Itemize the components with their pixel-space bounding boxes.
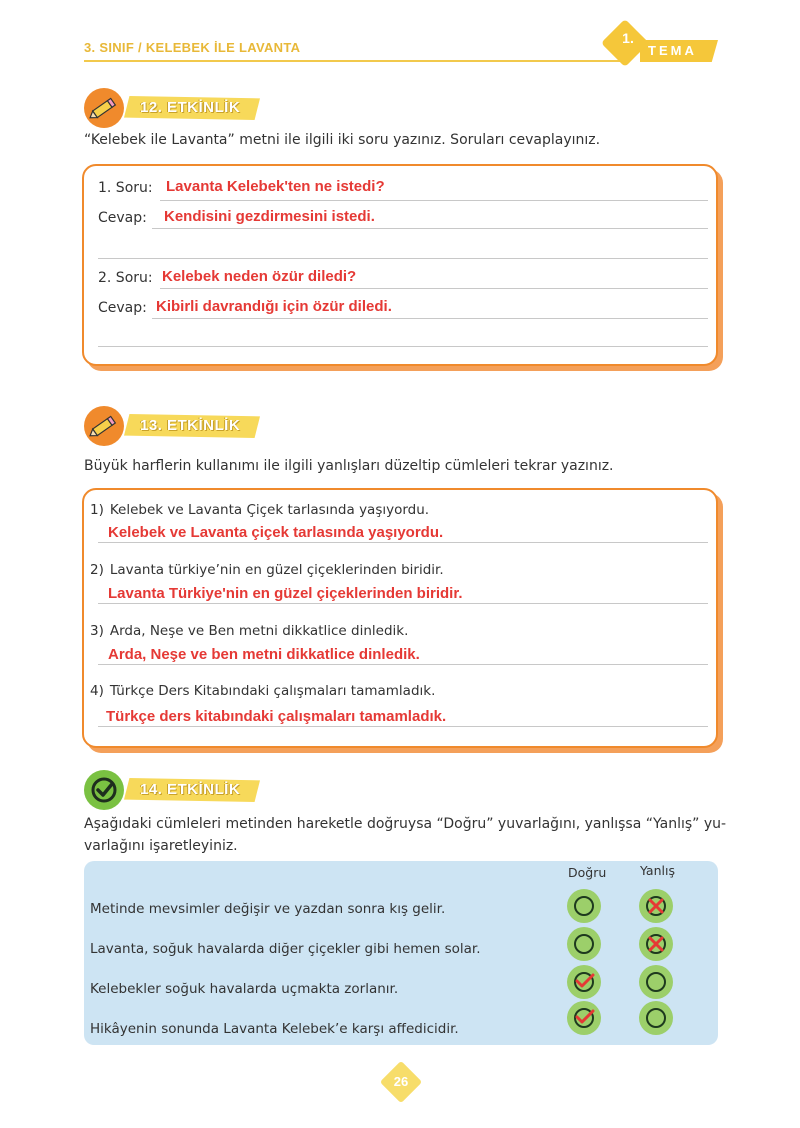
statement-4: Hikâyenin sonunda Lavanta Kelebek’e karşı affedicidir. (90, 1021, 459, 1037)
false-circle-1-marked[interactable] (639, 889, 673, 923)
sentence-4-correction[interactable]: Türkçe ders kitabındaki çalışmaları tamamladık. (106, 708, 447, 725)
sentence-2 (90, 562, 444, 578)
activity-12-label: 12. ETKİNLİK (140, 99, 241, 116)
activity-13-answer-box (82, 488, 718, 748)
writing-line (152, 318, 708, 319)
writing-line (160, 200, 708, 201)
writing-line (98, 258, 708, 259)
sentence-3-correction[interactable]: Arda, Neşe ve ben metni dikkatlice dinledik. (108, 646, 420, 663)
activity-14-instruction-line-2: varlağını işaretleyiniz. (84, 838, 238, 854)
tema-label: TEMA (648, 43, 697, 58)
statement-3: Kelebekler soğuk havalarda uçmakta zorlanır. (90, 981, 399, 997)
writing-line (98, 346, 708, 347)
activity-13-instruction: Büyük harflerin kullanımı ile ilgili yanlışları düzeltip cümleleri tekrar yazınız. (84, 458, 614, 474)
sentence-2-text: Lavanta türkiye’nin en güzel çiçeklerinden biridir. (109, 562, 444, 578)
writing-line (98, 603, 708, 604)
column-header-true: Doğru (568, 865, 607, 880)
true-circle-2[interactable] (567, 927, 601, 961)
writing-line (152, 228, 708, 229)
pencil-icon (84, 406, 124, 446)
question-1-answer[interactable]: Lavanta Kelebek'ten ne istedi? (166, 178, 385, 195)
question-2-answer[interactable]: Kelebek neden özür diledi? (162, 268, 357, 285)
true-false-panel (84, 861, 718, 1045)
true-circle-3-marked[interactable] (567, 965, 601, 999)
sentence-4 (90, 683, 435, 699)
true-circle-4-marked[interactable] (567, 1001, 601, 1035)
pencil-icon (84, 88, 124, 128)
column-header-false: Yanlış (640, 863, 675, 878)
writing-line (98, 664, 708, 665)
false-circle-4[interactable] (639, 1001, 673, 1035)
activity-14-instruction-line-1: Aşağıdaki cümleleri metinden hareketle doğruysa “Doğru” yuvarlağını, yanlışsa “Yanlış” yu- (84, 816, 727, 832)
writing-line (160, 288, 708, 289)
activity-14-label: 14. ETKİNLİK (140, 781, 241, 798)
true-circle-1[interactable] (567, 889, 601, 923)
false-circle-2-marked[interactable] (639, 927, 673, 961)
sentence-3-text: Arda, Neşe ve Ben metni dikkatlice dinledik. (109, 623, 409, 639)
writing-line (98, 542, 708, 543)
sentence-1-correction[interactable]: Kelebek ve Lavanta çiçek tarlasında yaşıyordu. (108, 524, 444, 541)
tema-number: 1. (622, 30, 634, 46)
sentence-1 (90, 502, 429, 518)
activity-14-header (84, 770, 304, 810)
sentence-1-text: Kelebek ve Lavanta Çiçek tarlasında yaşıyordu. (109, 502, 430, 518)
writing-line (98, 726, 708, 727)
page-number: 26 (393, 1074, 409, 1089)
activity-12-answer-box (82, 164, 718, 366)
answer-1-text[interactable]: Kendisini gezdirmesini istedi. (164, 208, 375, 225)
sentence-2-number: 2) (90, 562, 104, 578)
sentence-3 (90, 623, 408, 639)
sentence-1-number: 1) (90, 502, 104, 518)
activity-13-header (84, 406, 304, 446)
activity-12-header (84, 88, 304, 128)
sentence-4-number: 4) (90, 683, 104, 699)
question-2-label: 2. Soru: (98, 270, 153, 286)
tema-badge (600, 22, 718, 68)
header-divider (84, 60, 624, 62)
answer-2-text[interactable]: Kibirli davrandığı için özür diledi. (156, 298, 392, 315)
statement-2: Lavanta, soğuk havalarda diğer çiçekler gibi hemen solar. (90, 941, 481, 957)
activity-12-instruction: “Kelebek ile Lavanta” metni ile ilgili iki soru yazınız. Soruları cevaplayınız. (84, 132, 601, 148)
answer-2-label: Cevap: (98, 300, 147, 316)
sentence-3-number: 3) (90, 623, 104, 639)
header-title: 3. SINIF / KELEBEK İLE LAVANTA (84, 40, 301, 55)
sentence-2-correction[interactable]: Lavanta Türkiye'nin en güzel çiçeklerinden biridir. (108, 585, 463, 602)
check-circle-icon (84, 770, 124, 810)
sentence-4-text: Türkçe Ders Kitabındaki çalışmaları tamamladık. (109, 683, 436, 699)
statement-1: Metinde mevsimler değişir ve yazdan sonra kış gelir. (90, 901, 446, 917)
activity-13-label: 13. ETKİNLİK (140, 417, 241, 434)
answer-1-label: Cevap: (98, 210, 147, 226)
question-1-label: 1. Soru: (98, 180, 153, 196)
false-circle-3[interactable] (639, 965, 673, 999)
